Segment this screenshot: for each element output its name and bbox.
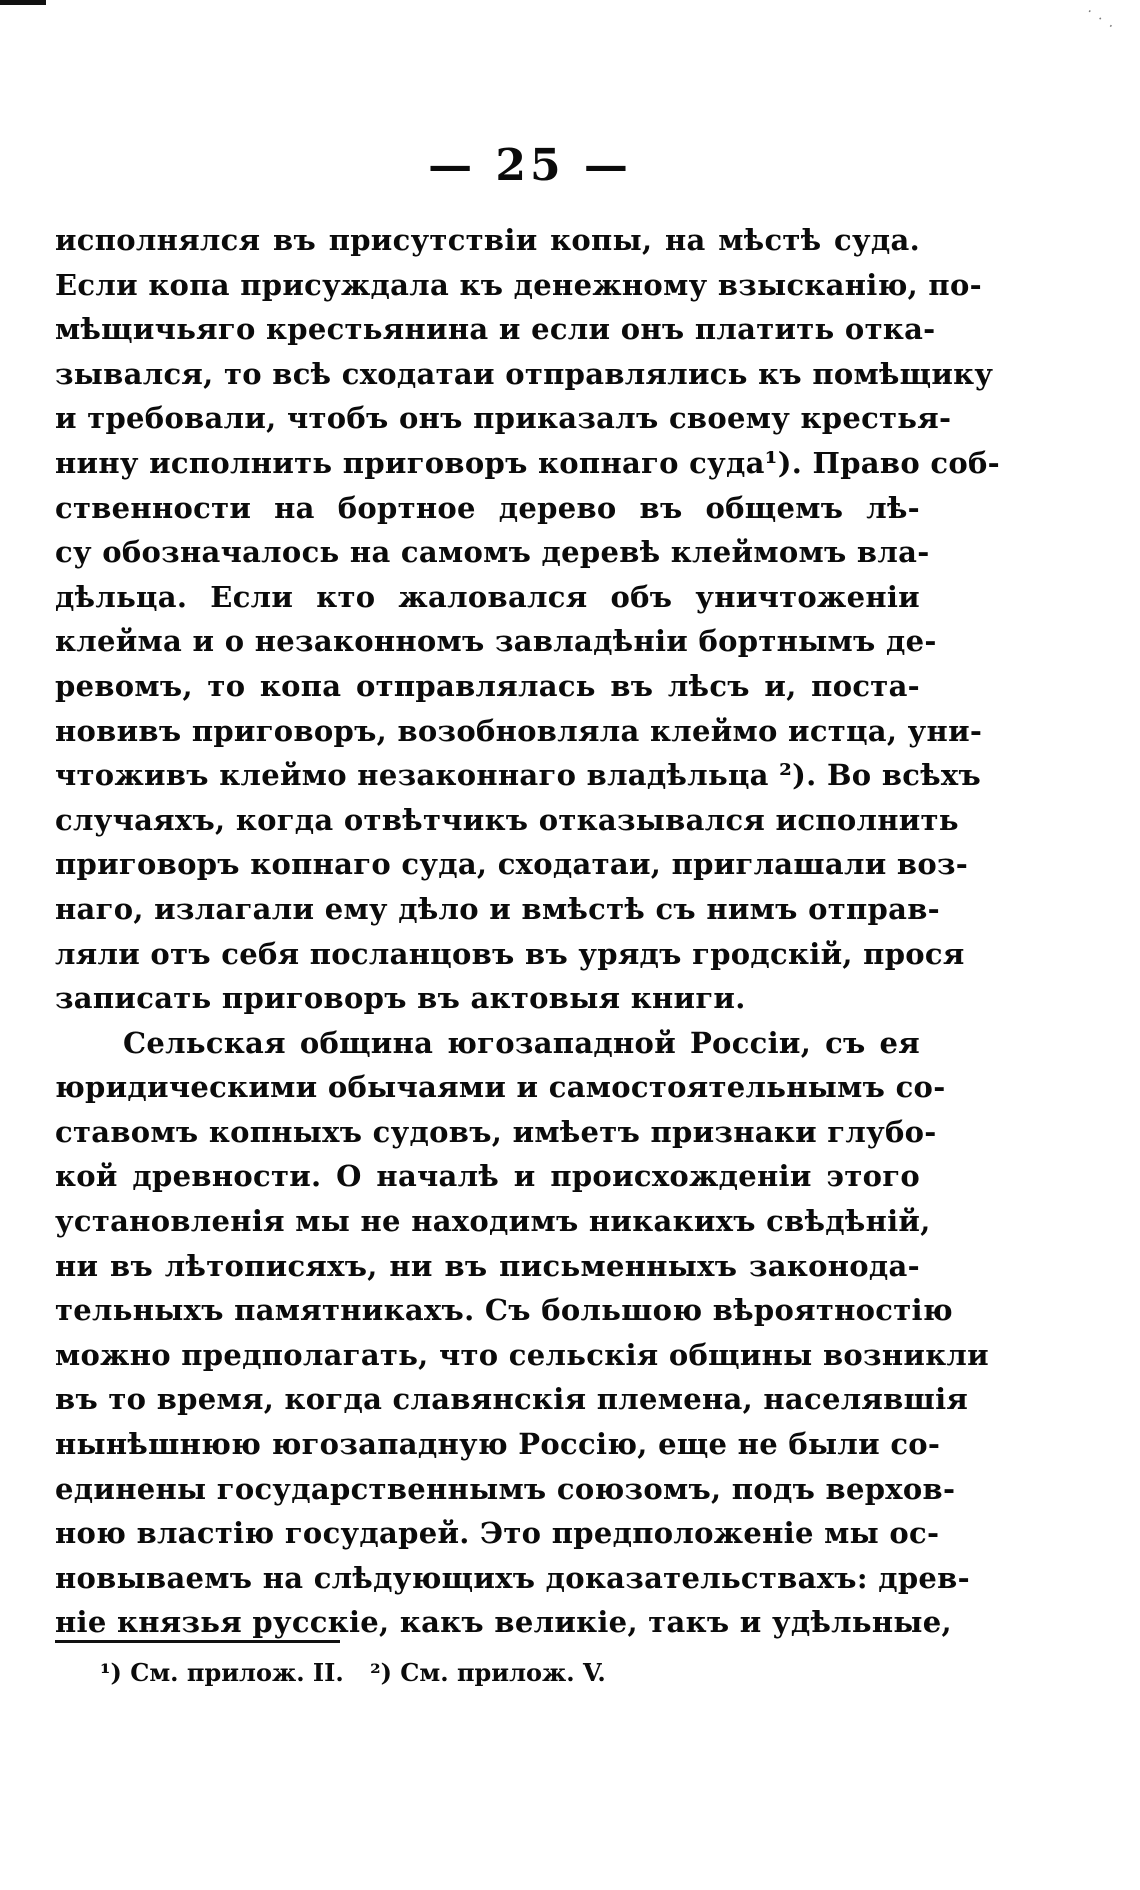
- text-line: су обозначалось на самомъ деревѣ клеймомъ вла-: [55, 535, 930, 570]
- scan-corner-specks: · · ·: [1082, 4, 1119, 36]
- text-line: нынѣшнюю югозападную Россію, еще не были со-: [55, 1427, 941, 1462]
- text-line: нину исполнить приговоръ копнаго суда¹). Право соб-: [55, 445, 1000, 480]
- text-line: исполнялся въ присутствіи копы, на мѣстѣ суда.: [55, 223, 920, 257]
- text-line: дѣльца. Если кто жаловался объ уничтоженіи: [55, 579, 920, 614]
- text-line: Если копа присуждала къ денежному взысканію, по-: [55, 267, 982, 302]
- page-number: — 25 —: [428, 140, 632, 191]
- text-line: новивъ приговоръ, возобновляла клеймо истца, уни-: [55, 713, 983, 748]
- text-line: чтоживъ клеймо незаконнаго владѣльца ²). Во всѣхъ: [55, 758, 982, 793]
- text-line: случаяхъ, когда отвѣтчикъ отказывался исполнить: [55, 802, 959, 837]
- text-line: ніе князья русскіе, какъ великіе, такъ и удѣльные,: [55, 1605, 952, 1640]
- text-line: зывался, то всѣ сходатаи отправлялись къ помѣщику: [55, 356, 994, 391]
- text-line: новываемъ на слѣдующихъ доказательствахъ: древ-: [55, 1560, 970, 1595]
- text-line: юридическими обычаями и самостоятельнымъ со-: [55, 1070, 946, 1105]
- footnote-1: ¹) См. прилож. II.: [100, 1658, 344, 1687]
- main-text-block: [55, 218, 1000, 1645]
- paragraph-start-line: Сельская община югозападной Россіи, съ ея: [123, 1025, 920, 1060]
- text-line: единены государственнымъ союзомъ, подъ верхов-: [55, 1471, 956, 1506]
- text-line: можно предполагать, что сельскія общины возникли: [55, 1337, 989, 1372]
- text-line: ставомъ копныхъ судовъ, имѣетъ признаки глубо-: [55, 1114, 937, 1149]
- text-line: ною властію государей. Это предположеніе мы ос-: [55, 1516, 940, 1551]
- text-line: въ то время, когда славянскія племена, населявшія: [55, 1382, 969, 1417]
- footnotes: [60, 1648, 920, 1698]
- text-line: ляли отъ себя посланцовъ въ урядъ гродскій, прося: [55, 936, 965, 971]
- text-line: наго, излагали ему дѣло и вмѣстѣ съ нимъ отправ-: [55, 891, 941, 926]
- footnote-divider: [55, 1640, 340, 1643]
- text-line: приговоръ копнаго суда, сходатаи, приглашали воз-: [55, 847, 969, 882]
- text-line: ревомъ, то копа отправлялась въ лѣсъ и, поста-: [55, 668, 920, 703]
- text-line: ственности на бортное дерево въ общемъ лѣ-: [55, 490, 920, 525]
- text-line: и требовали, чтобъ онъ приказалъ своему крестья-: [55, 401, 952, 436]
- footnote-2: ²) См. прилож. V.: [370, 1658, 606, 1687]
- text-line: клейма и о незаконномъ завладѣніи бортнымъ де-: [55, 624, 937, 659]
- text-line: ни въ лѣтописяхъ, ни въ письменныхъ законода-: [55, 1248, 920, 1283]
- paragraph-end-line: записать приговоръ въ актовыя книги.: [55, 981, 746, 1016]
- text-line: мѣщичьяго крестьянина и если онъ платить отка-: [55, 312, 936, 347]
- text-line: кой древности. О началѣ и происхожденіи этого: [55, 1159, 920, 1194]
- text-line: тельныхъ памятникахъ. Съ большою вѣроятностію: [55, 1293, 953, 1328]
- scan-edge-mark: [0, 0, 46, 5]
- text-line: установленія мы не находимъ никакихъ свѣдѣній,: [55, 1204, 931, 1239]
